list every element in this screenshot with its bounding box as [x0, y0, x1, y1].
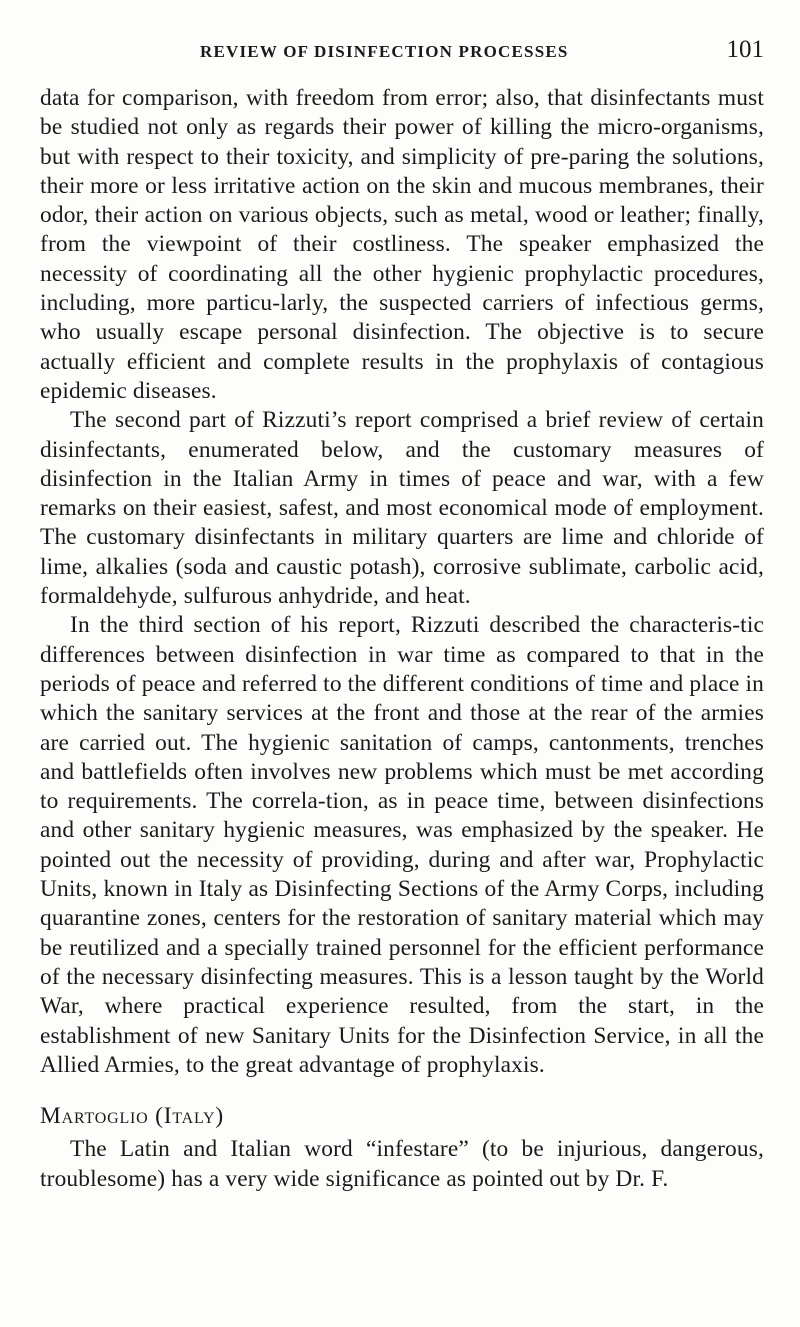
- paragraph-second-part: The second part of Rizzuti’s report comprised a brief review of certain disinfectants, enumerated below, and the customary measures of disinfection in the Italian Army in times of peace and war, with a few remarks on their easiest, safest, and most economical mode of employment. The customary disinfectants in military quarters are lime and chloride of lime, alkalies (soda and caustic potash), corrosive sublimate, carbolic acid, formaldehyde, sulfurous anhydride, and heat.: [40, 407, 764, 610]
- running-head: [40, 36, 764, 66]
- paragraph-martoglio: The Latin and Italian word “infestare” (to be injurious, dangerous, troublesome) has a very wide significance as pointed out by Dr. F.: [40, 1136, 764, 1192]
- running-title: REVIEW OF DISINFECTION PROCESSES: [200, 42, 569, 61]
- page-number: 101: [726, 36, 764, 63]
- body-text: [40, 84, 764, 1194]
- paragraph-third-section: In the third section of his report, Rizzuti described the characteris-tic differences between disinfection in war time as compared to that in the periods of peace and referred to the different conditions of time and place in which the sanitary services at the front and those at the rear of the armies are carried out. The hygienic sanitation of camps, cantonments, trenches and battlefields often involves new problems which must be met according to requirements. The correla-tion, as in peace time, between disinfections and other sanitary hygienic measures, was emphasized by the speaker. He pointed out the necessity of providing, during and after war, Prophylactic Units, known in Italy as Disinfecting Sections of the Army Corps, including quarantine zones, centers for the restoration of sanitary material which may be reutilized and a specially trained personnel for the efficient performance of the necessary disinfecting measures. This is a lesson taught by the World War, where practical experience resulted, from the start, in the establishment of new Sanitary Units for the Disinfection Service, in all the Allied Armies, to the great advantage of prophylaxis.: [40, 612, 764, 1078]
- section-heading: Martoglio (Italy): [40, 1103, 224, 1130]
- paragraph-continuation: data for comparison, with freedom from error; also, that disinfectants must be studied not only as regards their power of killing the micro-organisms, but with respect to their toxicity, and simplicity of pre-paring the solutions, their more or less irritative action on the skin and mucous membranes, their odor, their action on various objects, such as metal, wood or leather; finally, from the viewpoint of their costliness. The speaker emphasized the necessity of coordinating all the other hygienic prophylactic procedures, including, more particu-larly, the suspected carriers of infectious germs, who usually escape personal disinfection. The objective is to secure actually efficient and complete results in the prophylaxis of contagious epidemic diseases.: [40, 85, 764, 404]
